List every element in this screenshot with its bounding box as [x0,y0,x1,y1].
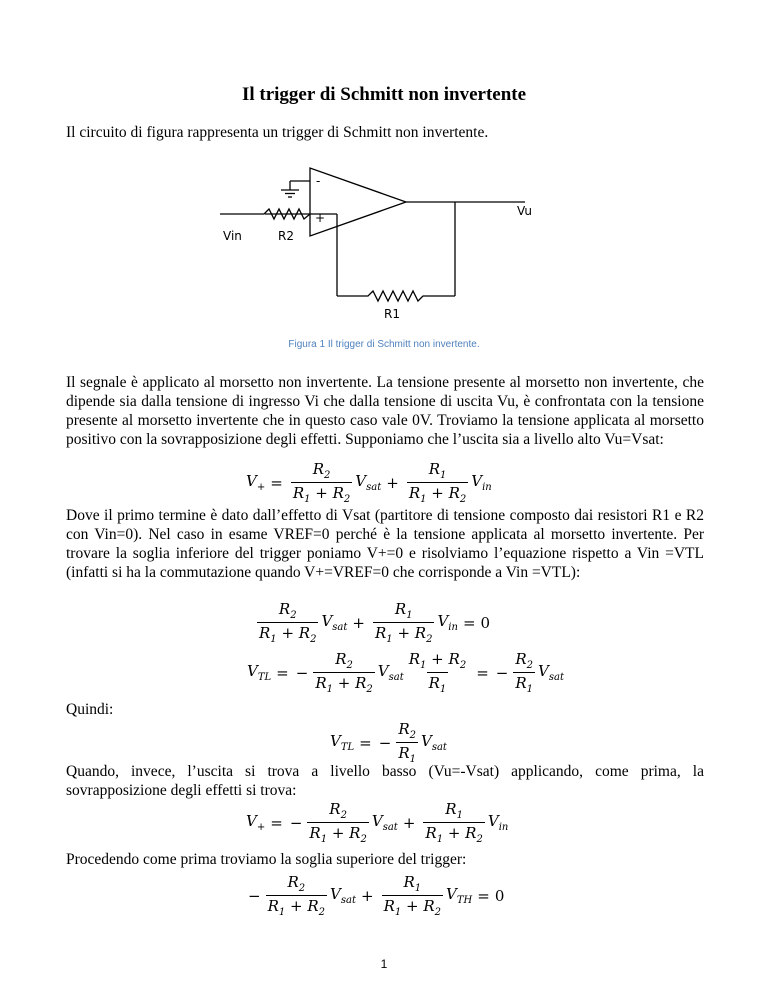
r2-label: R2 [278,229,294,243]
ground-symbol [281,190,299,197]
paragraph-4 [66,506,704,582]
resistor-r1 [337,291,455,301]
op-amp-symbol [310,168,406,236]
equation-vth-zero: − $\frac{R_2}{R_1 + R_2}$ $V_{sat}$ + $\frac{R_1}{R_1 + R_2}$ $V_{TH}$ = 0 [248,873,505,918]
vin-label: Vin [223,229,242,243]
paragraph-6: Quando, invece, l’uscita si trova a livello basso (Vu=-Vsat) applicando, come prima, la sovrapposizione degli effetti si trova: [66,763,704,799]
equation-v-plus-high: $V_+$ = $\frac{R_2}{R_1 + R_2}$ $V_{sat}$ + $\frac{R_1}{R_1 + R_2}$ $V_{in}$ [246,460,492,505]
paragraph-7: Procedendo come prima troviamo la soglia superiore del trigger: [66,851,467,868]
quindi-label: Quindi: [66,701,114,718]
schmitt-trigger-circuit [220,160,560,335]
page-title: Il trigger di Schmitt non invertente [241,84,527,105]
figure-caption: Figura 1 Il trigger di Schmitt non invertente. [288,339,480,350]
paragraph-3-text: Supponiamo che l’uscita sia a livello alto Vu=Vsat: [345,431,664,448]
paragraph-1 [66,373,704,449]
equation-vtl-expansion: $V_{TL}$ = − $\frac{R_2}{R_1 + R_2}$ $V_{sat}$ $\frac{R_1 + R_2}{R_1}$ = − $\frac{R_2}{R_1}$ $V_{sat}$ [247,650,564,695]
minus-terminal-label: - [316,174,321,188]
r1-label: R1 [384,307,400,321]
intro-paragraph: Il circuito di figura rappresenta un trigger di Schmitt non invertente. [66,124,489,141]
equation-vtl-result: $V_{TL}$ = − $\frac{R_2}{R_1}$ $V_{sat}$ [330,720,447,765]
vu-label: Vu [517,204,532,218]
page-number: 1 [380,957,388,971]
paragraph-1-text: Il segnale è applicato al morsetto non invertente. La tensione presente al morsetto non invertente, che dipende sia dalla tensione di ingresso Vi che dalla tensione di uscita Vu, è confrontata con la tensione presente al morsetto invertente che in questo caso vale 0V. [66,374,704,429]
equation-v-plus-low: $V_+$ = − $\frac{R_2}{R_1 + R_2}$ $V_{sat}$ + $\frac{R_1}{R_1 + R_2}$ $V_{in}$ [246,800,509,845]
equation-threshold-zero: $\frac{R_2}{R_1 + R_2}$ $V_{sat}$ + $\frac{R_1}{R_1 + R_2}$ $V_{in}$ = 0 [259,600,491,645]
paragraph-2-text: Troviamo la tensione applicata al morsetto positivo con la sovrapposizione degli effetti. [66,412,704,448]
paragraph-4-text: Dove il primo termine è dato dall’effetto di Vsat (partitore di tensione composto dai resistori R1 e R2 con Vin=0). [66,507,704,543]
plus-terminal-label: + [315,211,326,225]
paragraph-5-text: Nel caso in esame VREF=0 perché è la tensione applicata al morsetto invertente. Per trovare la soglia inferiore del trigger poniamo V+=0 e risolviamo l’equazione rispetto a Vin =VTL (infatti si ha la commutazione quando V+=VREF=0 che corrisponde a Vin =VTL): [66,526,705,581]
